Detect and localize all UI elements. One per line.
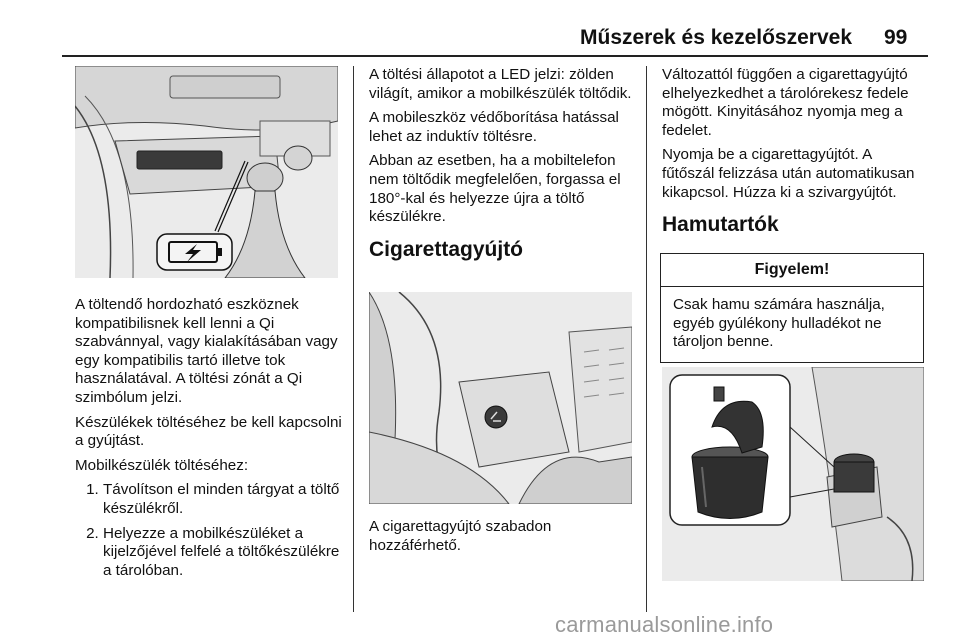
page-number: 99 xyxy=(884,26,908,49)
lighter-figure xyxy=(369,292,632,504)
column-1 xyxy=(75,296,345,586)
list-item: 1. Távolítson el minden tárgyat a töltő készülékről. xyxy=(103,481,345,518)
header-rule xyxy=(62,55,928,57)
ashtray-figure xyxy=(662,367,924,581)
paragraph: Változattól függően a cigarettagyújtó elhelyezkedhet a tárolórekesz fedele mögött. Kinyitásához nyomja meg a fedelet. xyxy=(662,66,909,139)
figure-caption: A cigarettagyújtó szabadon hozzáférhető. xyxy=(369,518,552,554)
paragraph: Mobilkészülék töltéséhez: xyxy=(75,456,249,474)
charging-steps xyxy=(75,481,345,580)
paragraph: Készülékek töltéséhez be kell kapcsolni a gyújtást. xyxy=(75,413,342,450)
section-heading: Cigarettagyújtó xyxy=(369,237,524,261)
warning-text: Csak hamu számára használja, egyéb gyúlékony hulladékot ne tároljon benne. xyxy=(673,296,885,351)
column-divider xyxy=(353,66,354,612)
paragraph: Nyomja be a cigarettagyújtót. A fűtőszál felizzása után automatikusan kikapcsol. Húzza ki a szivargyújtót. xyxy=(662,146,915,201)
warning-title: Figyelem! xyxy=(661,254,923,287)
paragraph: A töltési állapotot a LED jelzi: zölden világít, amikor a mobilkészülék töltődik. xyxy=(369,66,632,102)
column-2 xyxy=(369,66,637,259)
column-2-caption xyxy=(369,518,637,561)
list-item: 2. Helyezze a mobilkészüléket a kijelzőjével felfelé a töltőkészülékre a tárolóban. xyxy=(103,525,345,581)
watermark: carmanualsonline.info xyxy=(555,612,774,637)
section-heading: Hamutartók xyxy=(662,213,779,237)
page-header-title: Műszerek és kezelőszervek xyxy=(580,26,853,49)
charging-lightning-icon xyxy=(157,234,232,270)
column-divider xyxy=(646,66,647,612)
column-3 xyxy=(662,66,926,235)
paragraph: Abban az esetben, ha a mobiltelefon nem töltődik megfelelően, forgassa el 180°-kal és helyezze újra a töltő készülékre. xyxy=(369,152,621,226)
paragraph: A mobileszköz védőborítása hatással lehet az induktív töltésre. xyxy=(369,109,619,145)
charger-figure xyxy=(75,66,338,278)
warning-box xyxy=(660,253,924,363)
paragraph: A töltendő hordozható eszköznek kompatibilisnek kell lenni a Qi szabvánnyal, vagy kialakításában vagy egy kompatibilis tartó illetve tok használatával. A töltési zónát a Qi szimbólum jelzi. xyxy=(75,296,338,406)
